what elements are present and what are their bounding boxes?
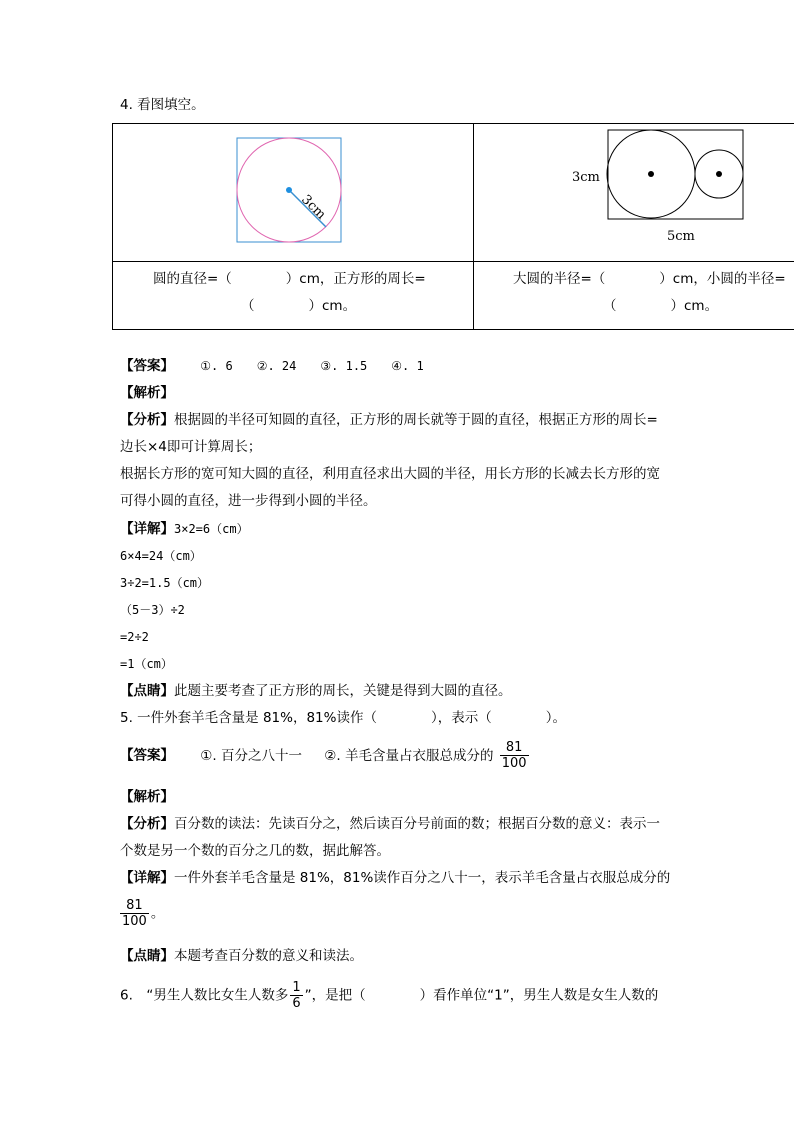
detail-text: 一件外套羊毛含量是 81%，81%读作百分之八十一，表示羊毛含量占衣服总成分的 xyxy=(174,870,671,886)
q5-fenxi-line1 xyxy=(120,814,660,834)
two-circles-in-rectangle-figure xyxy=(568,127,758,247)
q6-title xyxy=(120,980,658,1011)
fenxi-text: 百分数的读法：先读百分之，然后读百分号前面的数；根据百分数的意义：表示一 xyxy=(174,816,660,832)
fraction-numerator: 81 xyxy=(500,740,529,756)
fraction-denominator: 100 xyxy=(122,914,147,929)
q4-fenxi-line1 xyxy=(120,410,658,430)
answer-values: ①. 6 ②. 24 ③. 1.5 ④. 1 xyxy=(200,359,424,373)
q5-fenxi-line2: 个数是另一个数的百分之几的数，据此解答。 xyxy=(120,843,390,859)
detail-step: （5－3）÷2 xyxy=(120,603,185,617)
dianjing-text: 此题主要考查了正方形的周长，关键是得到大圆的直径。 xyxy=(174,683,512,699)
detail-label: 【详解】 xyxy=(120,521,174,537)
q4-fenxi-line3: 根据长方形的宽可知大圆的直径，利用直径求出大圆的半径，用长方形的长减去长方形的宽 xyxy=(120,466,660,482)
fraction-denominator: 100 xyxy=(501,756,527,771)
detail-step: 6×4=24（cm） xyxy=(120,549,202,563)
dianjing-label: 【点睛】 xyxy=(120,683,174,699)
detail-step: =2÷2 xyxy=(120,630,149,644)
q4-dianjing xyxy=(120,681,512,701)
answer-2: ②. 羊毛含量占衣服总成分的 xyxy=(324,747,494,764)
center-dot xyxy=(286,187,292,193)
fenxi-label: 【分析】 xyxy=(120,412,174,428)
detail-step: 3÷2=1.5（cm） xyxy=(120,576,210,590)
q5-answer xyxy=(120,740,531,771)
table-divider xyxy=(113,261,794,262)
fenxi-text: 根据圆的半径可知圆的直径，正方形的周长就等于圆的直径，根据正方形的周长= xyxy=(174,412,658,428)
q5-title: 5. 一件外套羊毛含量是 81%，81%读作（ ），表示（ ）。 xyxy=(120,710,566,726)
answer-label: 【答案】 xyxy=(120,358,174,374)
circle-in-square-figure xyxy=(233,134,345,246)
detail-end: 。 xyxy=(150,905,165,922)
dianjing-text: 本题考查百分数的意义和读法。 xyxy=(174,948,363,964)
large-circle-center xyxy=(648,171,654,177)
small-circle-center xyxy=(716,171,722,177)
q4-answer xyxy=(120,356,424,376)
q6-prefix: 6. “男生人数比女生人数多 xyxy=(120,987,289,1004)
left-blank-line1: 圆的直径=（ ）cm，正方形的周长= xyxy=(153,271,426,287)
radius-label: 3cm xyxy=(298,192,329,223)
table-divider xyxy=(473,124,474,329)
q4-detail-line xyxy=(120,519,249,539)
q4-title: 4. 看图填空。 xyxy=(120,97,205,113)
q5-detail-line xyxy=(120,868,670,888)
answer-1: ①. 百分之八十一 xyxy=(200,747,302,764)
right-blank-line1: 大圆的半径=（ ）cm，小圆的半径= xyxy=(513,271,786,287)
fenxi-label: 【分析】 xyxy=(120,816,174,832)
q4-fenxi-line2: 边长×4即可计算周长； xyxy=(120,439,262,455)
dianjing-label: 【点睛】 xyxy=(120,948,174,964)
q4-analysis-label: 【解析】 xyxy=(120,385,174,401)
detail-step: 3×2=6（cm） xyxy=(174,522,249,536)
height-label: 3cm xyxy=(572,170,600,185)
fraction-1-6 xyxy=(290,980,302,1011)
fraction-denominator: 6 xyxy=(292,996,301,1011)
fraction-numerator: 1 xyxy=(292,980,301,995)
right-blank-line2: （ ）cm。 xyxy=(603,298,719,314)
width-label: 5cm xyxy=(667,229,695,244)
left-blank-line2: （ ）cm。 xyxy=(241,298,357,314)
q5-dianjing xyxy=(120,946,363,966)
fraction-81-100 xyxy=(500,740,529,771)
q4-figure-table xyxy=(112,123,794,330)
detail-label: 【详解】 xyxy=(120,870,174,886)
fraction-81-100 xyxy=(120,898,149,929)
detail-step: =1（cm） xyxy=(120,657,173,671)
q5-analysis-label: 【解析】 xyxy=(120,789,174,805)
q4-fenxi-line4: 可得小圆的直径，进一步得到小圆的半径。 xyxy=(120,493,377,509)
q5-detail-fraction-line xyxy=(120,898,164,929)
q6-suffix: ”，是把（ ）看作单位“1”，男生人数是女生人数的 xyxy=(304,987,659,1004)
rectangle-shape xyxy=(608,130,743,219)
fraction-numerator: 81 xyxy=(120,898,149,914)
answer-label: 【答案】 xyxy=(120,747,174,764)
